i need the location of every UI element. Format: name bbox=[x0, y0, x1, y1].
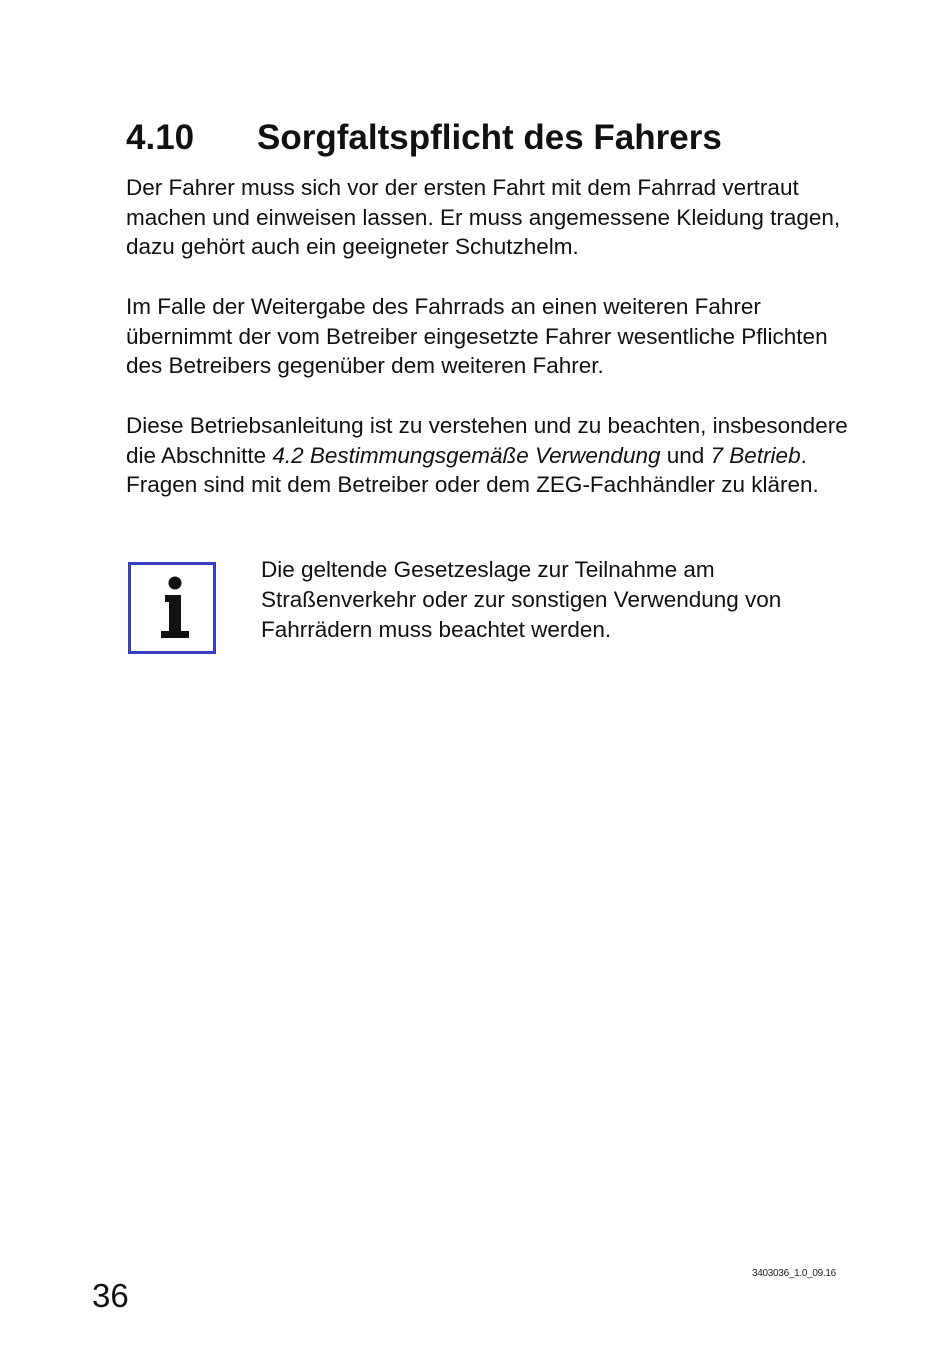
document-id: 3403036_1.0_09.16 bbox=[752, 1268, 836, 1279]
info-icon bbox=[128, 562, 216, 654]
section-reference-link: 4.2 Bestimmungsgemäße Verwendung bbox=[272, 442, 661, 468]
paragraph-text: . Fragen sind mit dem Betreiber oder dem ZEG-Fachhändler zu klären. bbox=[126, 442, 819, 497]
paragraph-rider-preparation: Der Fahrer muss sich vor der ersten Fahrt mit dem Fahrrad vertraut machen und einweisen lassen. Er muss angemessene Kleidung tragen, dazu gehört auch ein geeigneter Schutzhelm. bbox=[126, 175, 841, 259]
page-number: 36 bbox=[92, 1277, 129, 1314]
info-note-text: Die geltende Gesetzeslage zur Teilnahme am Straßenverkehr oder zur sonstigen Verwendung von Fahrrädern muss beachtet werden. bbox=[261, 557, 782, 642]
section-heading bbox=[126, 116, 886, 160]
section-title: Sorgfaltspflicht des Fahrers bbox=[257, 118, 722, 157]
section-number: 4.10 bbox=[126, 118, 195, 157]
paragraph-text: und bbox=[660, 442, 711, 468]
section-reference-link: 7 Betrieb bbox=[710, 442, 801, 468]
paragraph-manual-reference bbox=[126, 411, 866, 500]
paragraph-text: Diese Betriebsanleitung ist zu verstehen und zu beachten, insbesondere die Abschnitte bbox=[126, 413, 848, 468]
info-glyph-icon bbox=[131, 565, 213, 651]
paragraph-handover: Im Falle der Weitergabe des Fahrrads an einen weiteren Fahrer übernimmt der vom Betreiber eingesetzte Fahrer wesentliche Pflichten des Betreibers gegenüber dem weiteren Fahrer. bbox=[126, 294, 828, 378]
